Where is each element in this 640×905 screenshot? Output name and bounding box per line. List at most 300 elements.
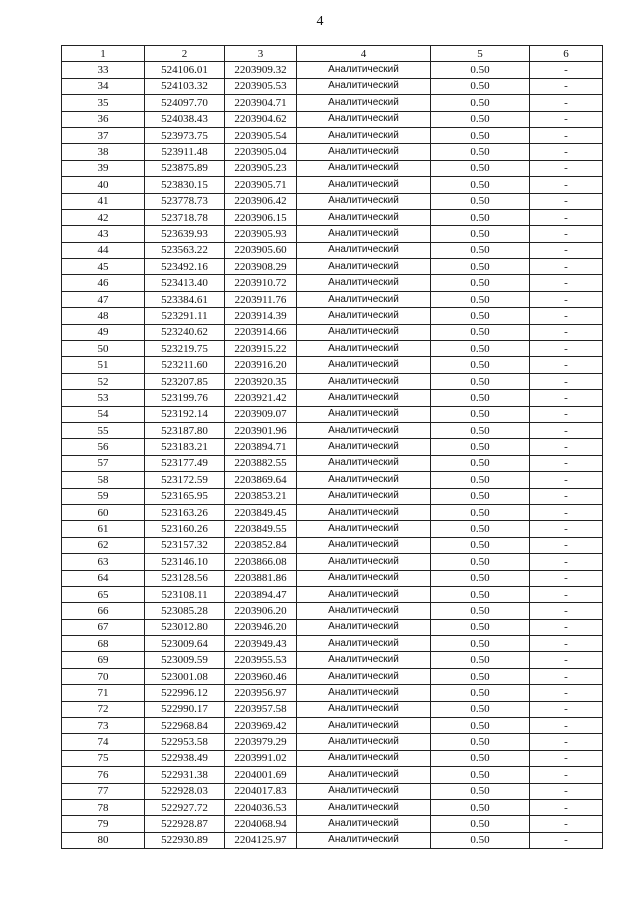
cell-method: Аналитический bbox=[297, 95, 431, 111]
cell-accuracy: 0.50 bbox=[431, 537, 530, 553]
cell-y: 2203905.04 bbox=[225, 144, 297, 160]
cell-x: 523172.59 bbox=[145, 472, 225, 488]
cell-x: 523211.60 bbox=[145, 357, 225, 373]
cell-description: - bbox=[530, 554, 603, 570]
cell-accuracy: 0.50 bbox=[431, 783, 530, 799]
cell-y: 2203915.22 bbox=[225, 341, 297, 357]
table-row bbox=[62, 783, 603, 799]
table-row bbox=[62, 390, 603, 406]
cell-accuracy: 0.50 bbox=[431, 701, 530, 717]
cell-description: - bbox=[530, 816, 603, 832]
table-row bbox=[62, 799, 603, 815]
table-row bbox=[62, 619, 603, 635]
table-row bbox=[62, 341, 603, 357]
table-row bbox=[62, 95, 603, 111]
cell-description: - bbox=[530, 537, 603, 553]
cell-description: - bbox=[530, 603, 603, 619]
table-row bbox=[62, 193, 603, 209]
table-row bbox=[62, 62, 603, 78]
cell-method: Аналитический bbox=[297, 439, 431, 455]
cell-y: 2203882.55 bbox=[225, 455, 297, 471]
cell-description: - bbox=[530, 78, 603, 94]
cell-method: Аналитический bbox=[297, 160, 431, 176]
table-row bbox=[62, 177, 603, 193]
cell-accuracy: 0.50 bbox=[431, 619, 530, 635]
cell-accuracy: 0.50 bbox=[431, 78, 530, 94]
cell-accuracy: 0.50 bbox=[431, 226, 530, 242]
cell-point-number: 46 bbox=[62, 275, 145, 291]
cell-accuracy: 0.50 bbox=[431, 144, 530, 160]
cell-method: Аналитический bbox=[297, 78, 431, 94]
table-row bbox=[62, 701, 603, 717]
cell-point-number: 56 bbox=[62, 439, 145, 455]
cell-x: 523183.21 bbox=[145, 439, 225, 455]
cell-accuracy: 0.50 bbox=[431, 521, 530, 537]
cell-x: 523199.76 bbox=[145, 390, 225, 406]
cell-y: 2203911.76 bbox=[225, 291, 297, 307]
cell-description: - bbox=[530, 144, 603, 160]
cell-description: - bbox=[530, 439, 603, 455]
cell-description: - bbox=[530, 209, 603, 225]
cell-description: - bbox=[530, 619, 603, 635]
cell-y: 2203905.71 bbox=[225, 177, 297, 193]
cell-method: Аналитический bbox=[297, 111, 431, 127]
cell-point-number: 40 bbox=[62, 177, 145, 193]
table-row bbox=[62, 636, 603, 652]
cell-description: - bbox=[530, 750, 603, 766]
cell-point-number: 39 bbox=[62, 160, 145, 176]
cell-method: Аналитический bbox=[297, 390, 431, 406]
cell-description: - bbox=[530, 324, 603, 340]
cell-x: 523973.75 bbox=[145, 127, 225, 143]
cell-accuracy: 0.50 bbox=[431, 341, 530, 357]
cell-x: 522968.84 bbox=[145, 718, 225, 734]
cell-accuracy: 0.50 bbox=[431, 652, 530, 668]
table-row bbox=[62, 275, 603, 291]
cell-description: - bbox=[530, 275, 603, 291]
cell-accuracy: 0.50 bbox=[431, 554, 530, 570]
cell-x: 523639.93 bbox=[145, 226, 225, 242]
table-row bbox=[62, 226, 603, 242]
cell-point-number: 75 bbox=[62, 750, 145, 766]
cell-x: 523911.48 bbox=[145, 144, 225, 160]
cell-description: - bbox=[530, 652, 603, 668]
cell-accuracy: 0.50 bbox=[431, 472, 530, 488]
table-row bbox=[62, 78, 603, 94]
cell-method: Аналитический bbox=[297, 177, 431, 193]
cell-y: 2203904.71 bbox=[225, 95, 297, 111]
cell-description: - bbox=[530, 127, 603, 143]
cell-method: Аналитический bbox=[297, 308, 431, 324]
cell-x: 523177.49 bbox=[145, 455, 225, 471]
cell-point-number: 66 bbox=[62, 603, 145, 619]
cell-x: 523207.85 bbox=[145, 373, 225, 389]
cell-accuracy: 0.50 bbox=[431, 357, 530, 373]
cell-point-number: 72 bbox=[62, 701, 145, 717]
cell-method: Аналитический bbox=[297, 554, 431, 570]
cell-accuracy: 0.50 bbox=[431, 193, 530, 209]
cell-point-number: 42 bbox=[62, 209, 145, 225]
cell-point-number: 33 bbox=[62, 62, 145, 78]
cell-y: 2203960.46 bbox=[225, 668, 297, 684]
cell-y: 2204068.94 bbox=[225, 816, 297, 832]
cell-method: Аналитический bbox=[297, 767, 431, 783]
cell-description: - bbox=[530, 504, 603, 520]
cell-description: - bbox=[530, 111, 603, 127]
cell-y: 2203906.15 bbox=[225, 209, 297, 225]
cell-x: 523160.26 bbox=[145, 521, 225, 537]
cell-method: Аналитический bbox=[297, 455, 431, 471]
cell-x: 522928.87 bbox=[145, 816, 225, 832]
cell-accuracy: 0.50 bbox=[431, 259, 530, 275]
table-row bbox=[62, 603, 603, 619]
cell-method: Аналитический bbox=[297, 488, 431, 504]
cell-description: - bbox=[530, 636, 603, 652]
cell-y: 2203905.93 bbox=[225, 226, 297, 242]
table-row bbox=[62, 570, 603, 586]
cell-description: - bbox=[530, 193, 603, 209]
cell-y: 2203853.21 bbox=[225, 488, 297, 504]
cell-accuracy: 0.50 bbox=[431, 603, 530, 619]
cell-point-number: 38 bbox=[62, 144, 145, 160]
cell-point-number: 60 bbox=[62, 504, 145, 520]
cell-accuracy: 0.50 bbox=[431, 95, 530, 111]
cell-method: Аналитический bbox=[297, 62, 431, 78]
cell-method: Аналитический bbox=[297, 685, 431, 701]
cell-method: Аналитический bbox=[297, 259, 431, 275]
cell-x: 523163.26 bbox=[145, 504, 225, 520]
cell-method: Аналитический bbox=[297, 701, 431, 717]
cell-point-number: 80 bbox=[62, 832, 145, 848]
cell-y: 2203957.58 bbox=[225, 701, 297, 717]
table-row bbox=[62, 537, 603, 553]
cell-accuracy: 0.50 bbox=[431, 586, 530, 602]
cell-method: Аналитический bbox=[297, 734, 431, 750]
cell-description: - bbox=[530, 718, 603, 734]
table-row bbox=[62, 504, 603, 520]
cell-point-number: 65 bbox=[62, 586, 145, 602]
table-row bbox=[62, 439, 603, 455]
column-header-y: 3 bbox=[225, 46, 297, 62]
cell-x: 523187.80 bbox=[145, 422, 225, 438]
column-header-point-number: 1 bbox=[62, 46, 145, 62]
table-row bbox=[62, 832, 603, 848]
cell-accuracy: 0.50 bbox=[431, 242, 530, 258]
cell-point-number: 43 bbox=[62, 226, 145, 242]
cell-y: 2203849.55 bbox=[225, 521, 297, 537]
cell-x: 523108.11 bbox=[145, 586, 225, 602]
cell-description: - bbox=[530, 832, 603, 848]
table-row bbox=[62, 357, 603, 373]
cell-y: 2203956.97 bbox=[225, 685, 297, 701]
table-row bbox=[62, 685, 603, 701]
cell-point-number: 63 bbox=[62, 554, 145, 570]
cell-y: 2203905.53 bbox=[225, 78, 297, 94]
cell-point-number: 37 bbox=[62, 127, 145, 143]
cell-x: 523085.28 bbox=[145, 603, 225, 619]
cell-point-number: 67 bbox=[62, 619, 145, 635]
table-body bbox=[62, 46, 603, 849]
table-row bbox=[62, 586, 603, 602]
cell-point-number: 53 bbox=[62, 390, 145, 406]
table-row bbox=[62, 734, 603, 750]
cell-x: 523563.22 bbox=[145, 242, 225, 258]
cell-y: 2203849.45 bbox=[225, 504, 297, 520]
cell-x: 522927.72 bbox=[145, 799, 225, 815]
cell-y: 2203909.32 bbox=[225, 62, 297, 78]
table-row bbox=[62, 422, 603, 438]
cell-method: Аналитический bbox=[297, 193, 431, 209]
cell-method: Аналитический bbox=[297, 718, 431, 734]
column-header-description: 6 bbox=[530, 46, 603, 62]
cell-x: 523492.16 bbox=[145, 259, 225, 275]
cell-x: 523875.89 bbox=[145, 160, 225, 176]
cell-point-number: 59 bbox=[62, 488, 145, 504]
table-header-row bbox=[62, 46, 603, 62]
cell-point-number: 64 bbox=[62, 570, 145, 586]
table-row bbox=[62, 668, 603, 684]
cell-accuracy: 0.50 bbox=[431, 439, 530, 455]
cell-x: 523165.95 bbox=[145, 488, 225, 504]
cell-y: 2203979.29 bbox=[225, 734, 297, 750]
cell-accuracy: 0.50 bbox=[431, 390, 530, 406]
cell-method: Аналитический bbox=[297, 472, 431, 488]
cell-y: 2203905.54 bbox=[225, 127, 297, 143]
cell-point-number: 68 bbox=[62, 636, 145, 652]
table-row bbox=[62, 767, 603, 783]
table-row bbox=[62, 291, 603, 307]
table-row bbox=[62, 521, 603, 537]
cell-accuracy: 0.50 bbox=[431, 570, 530, 586]
cell-x: 523384.61 bbox=[145, 291, 225, 307]
cell-point-number: 74 bbox=[62, 734, 145, 750]
cell-point-number: 41 bbox=[62, 193, 145, 209]
cell-y: 2203909.07 bbox=[225, 406, 297, 422]
cell-accuracy: 0.50 bbox=[431, 62, 530, 78]
cell-description: - bbox=[530, 390, 603, 406]
table-row bbox=[62, 455, 603, 471]
cell-method: Аналитический bbox=[297, 422, 431, 438]
cell-method: Аналитический bbox=[297, 750, 431, 766]
cell-method: Аналитический bbox=[297, 537, 431, 553]
cell-x: 523219.75 bbox=[145, 341, 225, 357]
cell-method: Аналитический bbox=[297, 341, 431, 357]
cell-x: 523718.78 bbox=[145, 209, 225, 225]
cell-description: - bbox=[530, 586, 603, 602]
cell-description: - bbox=[530, 226, 603, 242]
table-row bbox=[62, 308, 603, 324]
cell-description: - bbox=[530, 668, 603, 684]
cell-y: 2203910.72 bbox=[225, 275, 297, 291]
cell-accuracy: 0.50 bbox=[431, 455, 530, 471]
cell-y: 2203904.62 bbox=[225, 111, 297, 127]
cell-description: - bbox=[530, 783, 603, 799]
cell-method: Аналитический bbox=[297, 275, 431, 291]
cell-method: Аналитический bbox=[297, 373, 431, 389]
cell-accuracy: 0.50 bbox=[431, 209, 530, 225]
cell-point-number: 44 bbox=[62, 242, 145, 258]
cell-point-number: 45 bbox=[62, 259, 145, 275]
cell-point-number: 71 bbox=[62, 685, 145, 701]
cell-point-number: 52 bbox=[62, 373, 145, 389]
cell-method: Аналитический bbox=[297, 357, 431, 373]
cell-accuracy: 0.50 bbox=[431, 799, 530, 815]
cell-accuracy: 0.50 bbox=[431, 324, 530, 340]
cell-x: 522953.58 bbox=[145, 734, 225, 750]
cell-method: Аналитический bbox=[297, 619, 431, 635]
cell-x: 524103.32 bbox=[145, 78, 225, 94]
cell-method: Аналитический bbox=[297, 324, 431, 340]
cell-description: - bbox=[530, 472, 603, 488]
cell-method: Аналитический bbox=[297, 603, 431, 619]
cell-y: 2203916.20 bbox=[225, 357, 297, 373]
cell-x: 522938.49 bbox=[145, 750, 225, 766]
cell-x: 523778.73 bbox=[145, 193, 225, 209]
cell-method: Аналитический bbox=[297, 521, 431, 537]
table-row bbox=[62, 750, 603, 766]
cell-accuracy: 0.50 bbox=[431, 422, 530, 438]
cell-description: - bbox=[530, 242, 603, 258]
cell-description: - bbox=[530, 406, 603, 422]
cell-y: 2203894.71 bbox=[225, 439, 297, 455]
cell-y: 2204017.83 bbox=[225, 783, 297, 799]
cell-description: - bbox=[530, 373, 603, 389]
cell-accuracy: 0.50 bbox=[431, 767, 530, 783]
cell-y: 2203914.39 bbox=[225, 308, 297, 324]
table-row bbox=[62, 242, 603, 258]
cell-y: 2203905.60 bbox=[225, 242, 297, 258]
cell-accuracy: 0.50 bbox=[431, 406, 530, 422]
cell-method: Аналитический bbox=[297, 504, 431, 520]
table-row bbox=[62, 259, 603, 275]
cell-method: Аналитический bbox=[297, 668, 431, 684]
cell-x: 523291.11 bbox=[145, 308, 225, 324]
cell-y: 2203949.43 bbox=[225, 636, 297, 652]
cell-method: Аналитический bbox=[297, 570, 431, 586]
cell-x: 522930.89 bbox=[145, 832, 225, 848]
cell-method: Аналитический bbox=[297, 127, 431, 143]
cell-x: 524038.43 bbox=[145, 111, 225, 127]
cell-description: - bbox=[530, 570, 603, 586]
cell-point-number: 55 bbox=[62, 422, 145, 438]
cell-method: Аналитический bbox=[297, 406, 431, 422]
cell-description: - bbox=[530, 685, 603, 701]
cell-accuracy: 0.50 bbox=[431, 488, 530, 504]
cell-accuracy: 0.50 bbox=[431, 291, 530, 307]
column-header-accuracy: 5 bbox=[431, 46, 530, 62]
cell-description: - bbox=[530, 259, 603, 275]
cell-y: 2203906.20 bbox=[225, 603, 297, 619]
cell-accuracy: 0.50 bbox=[431, 275, 530, 291]
cell-x: 522931.38 bbox=[145, 767, 225, 783]
cell-x: 524106.01 bbox=[145, 62, 225, 78]
cell-accuracy: 0.50 bbox=[431, 373, 530, 389]
cell-description: - bbox=[530, 357, 603, 373]
cell-description: - bbox=[530, 62, 603, 78]
cell-point-number: 48 bbox=[62, 308, 145, 324]
cell-y: 2203881.86 bbox=[225, 570, 297, 586]
cell-y: 2203955.53 bbox=[225, 652, 297, 668]
cell-description: - bbox=[530, 308, 603, 324]
cell-x: 523012.80 bbox=[145, 619, 225, 635]
cell-y: 2204125.97 bbox=[225, 832, 297, 848]
cell-x: 523009.59 bbox=[145, 652, 225, 668]
cell-x: 522990.17 bbox=[145, 701, 225, 717]
cell-point-number: 50 bbox=[62, 341, 145, 357]
table-row bbox=[62, 144, 603, 160]
cell-method: Аналитический bbox=[297, 652, 431, 668]
cell-description: - bbox=[530, 177, 603, 193]
cell-y: 2203946.20 bbox=[225, 619, 297, 635]
cell-x: 523157.32 bbox=[145, 537, 225, 553]
cell-method: Аналитический bbox=[297, 209, 431, 225]
cell-y: 2203901.96 bbox=[225, 422, 297, 438]
cell-point-number: 51 bbox=[62, 357, 145, 373]
cell-point-number: 70 bbox=[62, 668, 145, 684]
cell-x: 523001.08 bbox=[145, 668, 225, 684]
cell-x: 524097.70 bbox=[145, 95, 225, 111]
cell-x: 522996.12 bbox=[145, 685, 225, 701]
cell-accuracy: 0.50 bbox=[431, 636, 530, 652]
cell-method: Аналитический bbox=[297, 799, 431, 815]
cell-accuracy: 0.50 bbox=[431, 832, 530, 848]
table-row bbox=[62, 406, 603, 422]
cell-accuracy: 0.50 bbox=[431, 160, 530, 176]
cell-y: 2203969.42 bbox=[225, 718, 297, 734]
cell-description: - bbox=[530, 488, 603, 504]
table-row bbox=[62, 160, 603, 176]
cell-point-number: 47 bbox=[62, 291, 145, 307]
cell-y: 2203866.08 bbox=[225, 554, 297, 570]
cell-y: 2203914.66 bbox=[225, 324, 297, 340]
table-row bbox=[62, 209, 603, 225]
cell-point-number: 34 bbox=[62, 78, 145, 94]
page-number: 4 bbox=[316, 14, 324, 29]
cell-method: Аналитический bbox=[297, 144, 431, 160]
cell-point-number: 79 bbox=[62, 816, 145, 832]
table-row bbox=[62, 488, 603, 504]
cell-accuracy: 0.50 bbox=[431, 734, 530, 750]
cell-description: - bbox=[530, 799, 603, 815]
table-row bbox=[62, 652, 603, 668]
cell-x: 523830.15 bbox=[145, 177, 225, 193]
cell-x: 523128.56 bbox=[145, 570, 225, 586]
cell-accuracy: 0.50 bbox=[431, 111, 530, 127]
cell-description: - bbox=[530, 701, 603, 717]
table-row bbox=[62, 816, 603, 832]
cell-y: 2203869.64 bbox=[225, 472, 297, 488]
cell-accuracy: 0.50 bbox=[431, 816, 530, 832]
cell-accuracy: 0.50 bbox=[431, 308, 530, 324]
cell-method: Аналитический bbox=[297, 816, 431, 832]
cell-description: - bbox=[530, 160, 603, 176]
cell-description: - bbox=[530, 767, 603, 783]
cell-y: 2203908.29 bbox=[225, 259, 297, 275]
cell-y: 2203921.42 bbox=[225, 390, 297, 406]
cell-point-number: 69 bbox=[62, 652, 145, 668]
cell-accuracy: 0.50 bbox=[431, 718, 530, 734]
cell-method: Аналитический bbox=[297, 226, 431, 242]
cell-point-number: 77 bbox=[62, 783, 145, 799]
column-header-x: 2 bbox=[145, 46, 225, 62]
cell-point-number: 61 bbox=[62, 521, 145, 537]
cell-y: 2203991.02 bbox=[225, 750, 297, 766]
table-row bbox=[62, 472, 603, 488]
cell-description: - bbox=[530, 95, 603, 111]
cell-accuracy: 0.50 bbox=[431, 750, 530, 766]
cell-y: 2204036.53 bbox=[225, 799, 297, 815]
cell-method: Аналитический bbox=[297, 586, 431, 602]
